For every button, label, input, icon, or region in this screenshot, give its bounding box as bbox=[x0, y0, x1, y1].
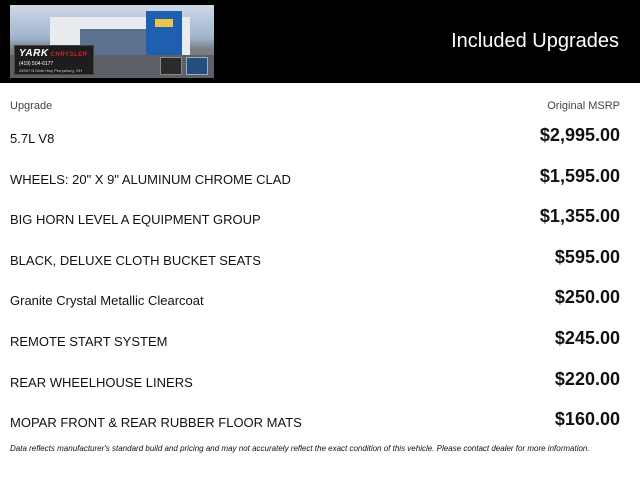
upgrade-price: $2,995.00 bbox=[539, 125, 620, 145]
upgrade-price: $595.00 bbox=[554, 247, 620, 267]
upgrade-price: $1,355.00 bbox=[539, 206, 620, 226]
chevrolet-tower bbox=[146, 11, 182, 55]
page-title: Included Upgrades bbox=[451, 30, 619, 52]
upgrade-price: $250.00 bbox=[554, 287, 620, 307]
upgrade-row bbox=[10, 247, 620, 271]
upgrade-name: REAR WHEELHOUSE LINERS bbox=[10, 375, 193, 390]
upgrade-row bbox=[10, 409, 620, 433]
dealer-nameplate bbox=[14, 45, 94, 75]
column-header-upgrade: Upgrade bbox=[10, 100, 53, 112]
upgrade-price: $160.00 bbox=[554, 409, 620, 429]
upgrade-row bbox=[10, 206, 620, 230]
upgrade-row bbox=[10, 369, 620, 393]
upgrade-name: Granite Crystal Metallic Clearcoat bbox=[10, 293, 204, 308]
upgrade-row bbox=[10, 125, 620, 149]
dealer-phone: (419) 504-6177 bbox=[19, 61, 54, 67]
upgrade-row bbox=[10, 328, 620, 352]
upgrade-name: WHEELS: 20" X 9" ALUMINUM CHROME CLAD bbox=[10, 172, 291, 187]
upgrade-name: REMOTE START SYSTEM bbox=[10, 334, 168, 349]
certification-badge-icon bbox=[186, 57, 208, 75]
upgrade-name: 5.7L V8 bbox=[10, 131, 55, 146]
upgrade-price: $245.00 bbox=[554, 328, 620, 348]
disclaimer-footnote: Data reflects manufacturer's standard build and pricing and may not accurately reflect the exact condition of this vehicle. Please contact dealer for more information. bbox=[10, 444, 590, 453]
upgrade-row bbox=[10, 287, 620, 311]
dealer-address: 26997 N Dixie Hwy Perrysburg, OH bbox=[19, 68, 82, 73]
upgrade-name: BIG HORN LEVEL A EQUIPMENT GROUP bbox=[10, 212, 261, 227]
column-header-msrp: Original MSRP bbox=[547, 100, 620, 112]
dealer-name-main: YARK bbox=[19, 48, 49, 59]
upgrade-name: BLACK, DELUXE CLOTH BUCKET SEATS bbox=[10, 253, 261, 268]
award-badge-icon bbox=[160, 57, 182, 75]
page-header bbox=[0, 0, 640, 83]
upgrade-price: $1,595.00 bbox=[539, 166, 620, 186]
upgrade-row bbox=[10, 166, 620, 190]
dealer-name-accent: CHRYSLER bbox=[50, 52, 88, 58]
upgrade-name: MOPAR FRONT & REAR RUBBER FLOOR MATS bbox=[10, 415, 302, 430]
dealer-logo-image bbox=[10, 5, 214, 78]
dealer-name bbox=[19, 48, 88, 59]
upgrade-price: $220.00 bbox=[554, 369, 620, 389]
